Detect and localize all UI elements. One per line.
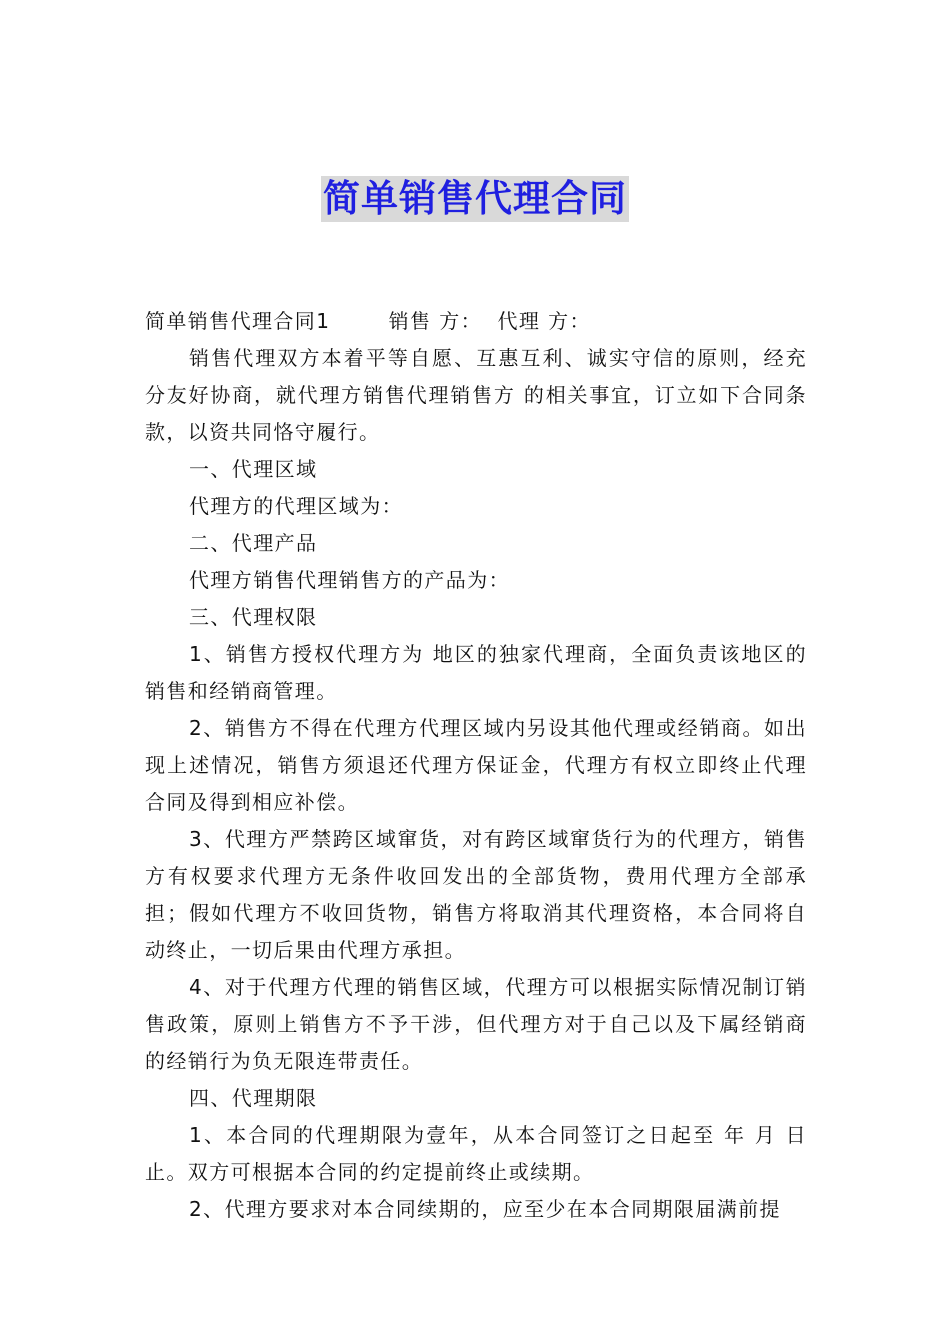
clause-3-1: 1、销售方授权代理方为 地区的独家代理商，全面负责该地区的销售和经销商管理。 — [145, 642, 807, 703]
document-body — [145, 303, 807, 1228]
section-heading-1: 一、代理区域 — [189, 457, 318, 481]
paragraph-product: 代理方销售代理销售方的产品为： — [189, 568, 510, 592]
paragraph-region: 代理方的代理区域为： — [189, 494, 403, 518]
section-heading-2: 二、代理产品 — [189, 531, 318, 555]
clause-4-2: 2、代理方要求对本合同续期的，应至少在本合同期限届满前提 — [189, 1197, 781, 1221]
document-title: 简单销售代理合同 — [323, 177, 627, 220]
preamble-paragraph: 销售代理双方本着平等自愿、互惠互利、诚实守信的原则，经充分友好协商，就代理方销售代理销售方 的相关事宜，订立如下合同条款，以资共同恪守履行。 — [145, 346, 807, 444]
section-heading-3: 三、代理权限 — [189, 605, 318, 629]
title-container — [0, 176, 950, 222]
contract-header-line: 简单销售代理合同1 销售 方： 代理 方： — [145, 309, 591, 333]
section-heading-4: 四、代理期限 — [189, 1086, 318, 1110]
clause-3-4: 4、对于代理方代理的销售区域，代理方可以根据实际情况制订销售政策，原则上销售方不予干涉，但代理方对于自己以及下属经销商的经销行为负无限连带责任。 — [145, 975, 807, 1073]
clause-3-3: 3、代理方严禁跨区域窜货，对有跨区域窜货行为的代理方，销售方有权要求代理方无条件收回发出的全部货物，费用代理方全部承担；假如代理方不收回货物，销售方将取消其代理资格，本合同将自动终止，一切后果由代理方承担。 — [145, 827, 807, 962]
clause-3-2: 2、销售方不得在代理方代理区域内另设其他代理或经销商。如出现上述情况，销售方须退还代理方保证金，代理方有权立即终止代理合同及得到相应补偿。 — [145, 716, 807, 814]
clause-4-1: 1、本合同的代理期限为壹年，从本合同签订之日起至 年 月 日止。双方可根据本合同的约定提前终止或续期。 — [145, 1123, 807, 1184]
